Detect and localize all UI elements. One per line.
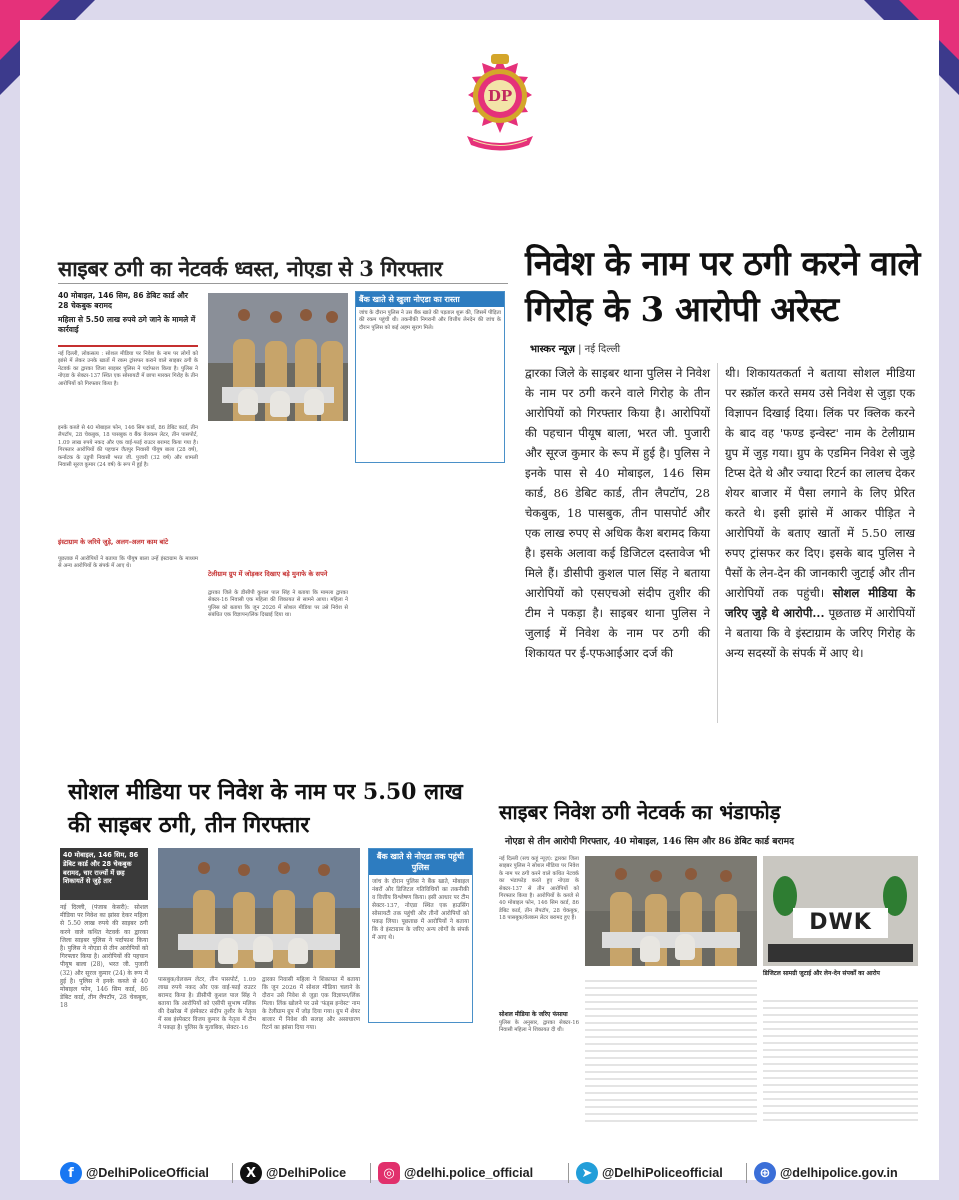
globe-icon: ⊕	[754, 1162, 776, 1184]
sidebar-title: बैंक खाते से खुला नोएडा का रास्ता	[356, 292, 504, 307]
divider	[746, 1163, 747, 1183]
instagram-icon: ◎	[378, 1162, 400, 1184]
article-column	[725, 363, 915, 663]
facebook-handle: @DelhiPoliceOfficial	[86, 1166, 209, 1180]
article-body: इनके कब्जे से 40 मोबाइल फोन, 146 सिम कार्ड, 86 डेबिट कार्ड, तीन लैपटॉप, 28 चेकबुक, 18 पासबुक व बैंक वेलकम लेटर, तीन पासपोर्ट, 1.09 लाख रुपये नकद और एक वाई-फाई राउटर बरामद किया गया है। गिरफ्तार आरोपियों की पहचान जैतपुर निवासी पीयूष बाला (28 वर्ष), कर्नाटक के उडुपी निवासी भरत जी. पुजारी (32 वर्ष) और शामली निवासी सूरज कुमार (24 वर्ष) के रूप में हुई है।	[58, 425, 198, 469]
article-body-lines	[763, 995, 918, 1125]
headline-divider	[58, 283, 508, 284]
sidebar-box	[355, 291, 505, 463]
social-footer	[60, 1158, 939, 1188]
news-clipping-2	[510, 235, 930, 735]
arrest-photo	[158, 848, 360, 968]
red-rule	[58, 345, 198, 347]
photo-caption: डिजिटल सामग्री जुटाई और लेन-देन संपर्कों का आरोप	[763, 970, 880, 977]
news-clipping-3	[50, 770, 480, 1142]
divider	[232, 1163, 233, 1183]
delhi-police-emblem	[445, 50, 555, 160]
article-subhead: इंस्टाग्राम के जरिये जुड़े, अलग-अलग काम बांटे	[58, 538, 169, 546]
byline-city: नई दिल्ली	[584, 344, 621, 355]
article-body: नई दिल्ली, लोकसत्य : सोशल मीडिया पर निवेश के नाम पर लोगों को झांसे में लेकर उनके खातों में रकम ट्रांसफर कराने वाले साइबर ठगी के नेटवर्क का द्वारका जिला साइबर पुलिस ने पर्दाफाश किया है। पुलिस ने नोएडा के सेक्टर-137 स्थित एक सोसायटी में छापा मारकर गिरोह के तीन आरोपियों को गिरफ्तार किया है।	[58, 351, 198, 387]
sidebar-box	[368, 848, 473, 1023]
article-text: पूछताछ में आरोपियों ने बताया कि वे इंस्टाग्राम के जरिए गिरोह के अन्य सदस्यों के संपर्क में आए थे।	[725, 606, 915, 660]
article-subhead: टेलीग्राम ग्रुप में जोड़कर दिखाए बड़े मुनाफे के सपने	[208, 570, 328, 578]
sidebar-text: जांच के दौरान पुलिस ने उस बैंक खाते की पड़ताल शुरू की, जिसमें पीड़िता की रकम पहुंची थी। तकनीकी निगरानी और वित्तीय लेनदेन की जांच के दौरान पुलिस को कई अहम सुराग मिले।	[359, 310, 501, 331]
instagram-link[interactable]	[378, 1158, 533, 1188]
highlight-bullet: महिला से 5.50 लाख रुपये ठगे जाने के मामले में कार्रवाई	[58, 315, 196, 334]
telegram-handle: @DelhiPoliceofficial	[602, 1166, 723, 1180]
highlight-box: 40 मोबाइल, 146 सिम, 86 डेबिट कार्ड और 28 चेकबुक बरामद, चार राज्यों में छह शिकायतें से जुड़े तार	[60, 848, 148, 900]
highlight-bullet: 40 मोबाइल, 146 सिम, 86 डेबिट कार्ड और 28 चेकबुक बरामद	[58, 291, 188, 310]
facebook-link[interactable]	[60, 1158, 209, 1188]
evidence-photo	[763, 856, 918, 966]
news-clipping-4	[485, 790, 925, 1142]
article-body: नई दिल्ली, (पंजाब केसरी): सोशल मीडिया पर निवेश का झांसा देकर महिला से 5.50 लाख रुपये की साइबर ठगी करने वाले कथित नेटवर्क का द्वारका जिला साइबर पुलिस ने पर्दाफाश किया है। पुलिस ने नोएडा से तीन आरोपियों को गिरफ्तार किया है। आरोपियों की पहचान पीयूष बाला (28), भरत जी. पुजारी (32) और सूरज कुमार (24) के रूप में हुई है। पुलिस ने इनके कब्जे से 40 मोबाइल फोन, 146 सिम कार्ड, 86 डेबिट कार्ड, तीन लैपटॉप, 28 चेकबुक, 18	[60, 904, 148, 1010]
article-text: थी। शिकायतकर्ता ने बताया सोशल मीडिया पर स्क्रॉल करते समय उसे निवेश से जुड़ा एक विज्ञापन दिखाई दिया। लिंक पर क्लिक करने के बाद वह 'फण्ड इन्वेस्ट' नाम के टेलीग्राम ग्रुप में जुड़ गया। ग्रुप के एडमिन निवेश से जुड़े टिप्स देते थे और ज्यादा रिटर्न का लालच देकर शेयर बाजार में पैसा लगाने के लिए प्रेरित करते थे। इसी झांसे में आकर पीड़ित ने आरोपियों के बताए खातों में 5.50 लाख रुपए ट्रांसफर कर दिए। इसके बाद पुलिस ने पैसों के लेन-देन की जानकारी जुटाई और तीन आरोपियों तक पहुंची।	[725, 366, 915, 600]
x-handle: @DelhiPolice	[266, 1166, 347, 1180]
x-link[interactable]	[240, 1158, 346, 1188]
x-icon: X	[240, 1162, 262, 1184]
dwk-banner: DWK	[793, 908, 888, 938]
divider	[568, 1163, 569, 1183]
article-body: द्वारका निवासी महिला ने शिकायत में बताया कि जून 2026 में सोशल मीडिया चलाने के दौरान उसे निवेश से जुड़ा एक विज्ञापन/लिंक मिला। लिंक खोलने पर उसे 'फंड्स इन्वेस्ट' नाम के टेलीग्राम ग्रुप में जोड़ दिया गया। ग्रुप में शेयर बाजार में निवेश की सलाह और असाधारण रिटर्न का झांसा दिया गया।	[262, 977, 360, 1031]
article-subhead: सोशल मीडिया के जरिए जुड़े थे आरोपी...	[725, 586, 915, 620]
instagram-handle: @delhi.police_official	[404, 1166, 534, 1180]
clipping-headline: साइबर निवेश ठगी नेटवर्क का भंडाफोड़	[499, 800, 781, 824]
telegram-link[interactable]	[576, 1158, 723, 1188]
clipping-headline: साइबर ठगी का नेटवर्क ध्वस्त, नोएडा से 3 गिरफ्तार	[58, 256, 443, 281]
article-column: द्वारका जिले के साइबर थाना पुलिस ने निवेश के नाम पर ठगी करने वाले गिरोह के तीन आरोपियों को गिरफ्तार किया है। आरोपियों की पहचान पीयूष बाला, भरत जी. पुजारी और सूरज कुमार के रूप में हुई है। पुलिस ने इनके पास से 40 मोबाइल, 146 सिम कार्ड, 86 डेबिट कार्ड, तीन लैपटॉप, 28 चेकबुक, 18 पासबुक, तीन पासपोर्ट और एक लाख रुपए से अधिक कैश बरामद किया है। इसके अलावा कई डिजिटल दस्तावेज भी मिले हैं। डीसीपी कुशल पाल सिंह ने बताया आरोपियों को एसएचओ संदीप तुशीर की टीम ने पकड़ा है। साइबर थाना पुलिस ने जुलाई में निवेश के नाम पर ठगी की शिकायत पर ई-एफआईआर दर्ज की	[525, 366, 710, 660]
clipping-subheadline: नोएडा से तीन आरोपी गिरफ्तार, 40 मोबाइल, 146 सिम और 86 डेबिट कार्ड बरामद	[505, 836, 795, 847]
sidebar-text: जांच के दौरान पुलिस ने बैंक खाते, मोबाइल नंबरों और डिजिटल गतिविधियों का तकनीकी व वित्तीय विश्लेषण किया। इसी आधार पर टीम सेक्टर-137, नोएडा स्थित एक हाउसिंग सोसायटी तक पहुंची और तीनों आरोपियों को पकड़ लिया। पूछताछ में आरोपियों ने बताया कि वे इंस्टाग्राम के जरिए अन्य लोगों के संपर्क में आए थे।	[372, 879, 469, 941]
facebook-icon: f	[60, 1162, 82, 1184]
article-subhead: सोशल मीडिया के जरिए फंसाया	[499, 1011, 568, 1018]
divider	[370, 1163, 371, 1183]
arrest-photo	[208, 293, 348, 421]
sidebar-title: बैंक खाते से नोएडा तक पहुंची पुलिस	[369, 849, 472, 875]
column-divider	[717, 363, 718, 723]
svg-text:DP: DP	[487, 87, 513, 105]
article-body: पासबुक/वेलकम लेटर, तीन पासपोर्ट, 1.09 लाख रुपये नकद और एक वाई-फाई राउटर बरामद किया है। डीसीपी कुशल पाल सिंह ने बताया कि आरोपियों को एसीपी सुभाष मलिक की देखरेख में इंस्पेक्टर संदीप तुशीर के नेतृत्व में सब इंस्पेक्टर विजय कुमार के नेतृत्व में टीम ने पकड़ा है। पुलिस के मुताबिक, सेक्टर-16	[158, 977, 256, 1031]
article-body: पूछताछ में आरोपियों ने बताया कि पीयूष बाला उन्हें इंस्टाग्राम के माध्यम से अन्य आरोपियों के संपर्क में आए थे।	[58, 556, 198, 570]
website-url: @delhipolice.gov.in	[780, 1166, 898, 1180]
news-clipping-1	[50, 245, 510, 665]
clipping-headline: निवेश के नाम पर ठगी करने वाले गिरोह के 3 आरोपी अरेस्ट	[525, 244, 920, 330]
article-body: नई दिल्ली (सच कहूं न्यूज़): द्वारका जिला साइबर पुलिस ने सोशल मीडिया पर निवेश के नाम पर ठगी करने वाले कथित नेटवर्क का भंडाफोड़ करते हुए नोएडा के सेक्टर-137 से तीन आरोपियों को गिरफ्तार किया है। आरोपियों के कब्जे से 40 मोबाइल फोन, 146 सिम कार्ड, 86 डेबिट कार्ड, तीन लैपटॉप, 28 चेकबुक, 18 पासबुक/वेलकम लेटर बरामद हुए हैं।	[499, 856, 579, 922]
byline-source: भास्कर न्यूज़	[530, 344, 575, 355]
article-body-lines	[585, 975, 757, 1125]
arrest-photo	[585, 856, 757, 966]
press-clipping-sheet	[20, 20, 939, 1180]
byline: भास्कर न्यूज़ | नई दिल्ली	[530, 344, 621, 355]
article-body: द्वारका जिले के डीसीपी कुशल पाल सिंह ने बताया कि मामला द्वारका सेक्टर-16 निवासी एक महिला की शिकायत से सामने आया। महिला ने पुलिस को बताया कि जून 2026 में सोशल मीडिया पर उसे निवेश से संबंधित एक विज्ञापन/लिंक दिखाई दिया था।	[208, 590, 348, 619]
telegram-icon: ➤	[576, 1162, 598, 1184]
article-body: पुलिस के अनुसार, द्वारका सेक्टर-16 निवासी महिला ने शिकायत दी थी।	[499, 1020, 579, 1034]
website-link[interactable]	[754, 1158, 898, 1188]
clipping-headline: सोशल मीडिया पर निवेश के नाम पर 5.50 लाख की साइबर ठगी, तीन गिरफ्तार	[68, 779, 463, 838]
